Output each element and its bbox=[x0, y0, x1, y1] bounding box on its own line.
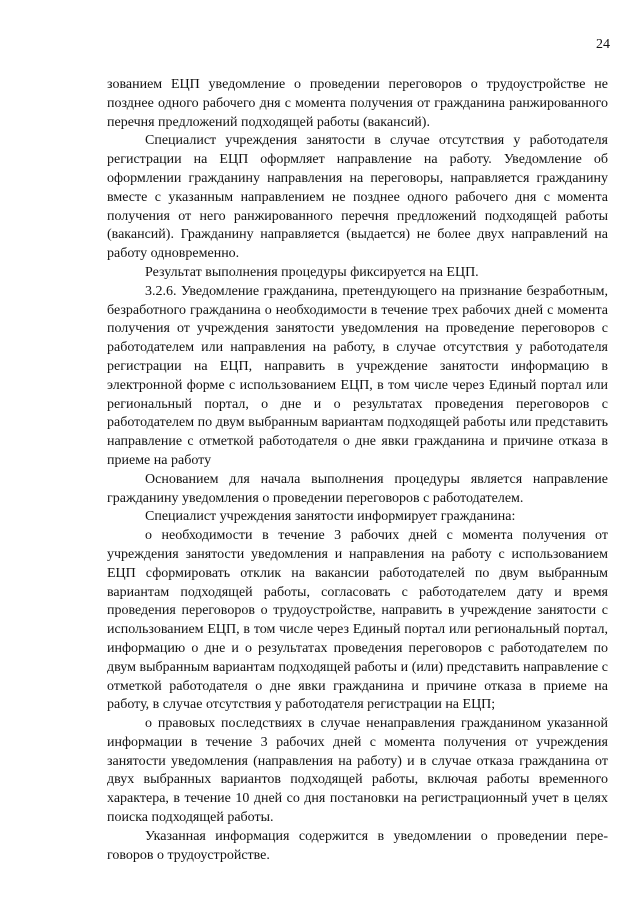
paragraph: Основанием для начала выполнения процедуры является направление гражданину уведомления о проведении переговоров с работодателем. bbox=[107, 471, 608, 506]
page-number: 24 bbox=[596, 37, 610, 52]
paragraph: Специалист учреждения занятости информирует гражданина: bbox=[145, 509, 516, 525]
paragraph: 3.2.6. Уведомление гражданина, претендующего на признание безработным, безработного гражданина о необходимости в течение трех рабочих дней с момента получения от учреждения занятости уведомления на проведение переговоров с работодателем или направления на работу, в случае отсутствия у работодателя регистрации на ЕЦП, направить в учреждение занятости информацию в электронной форме с использованием ЕЦП, в том числе через Единый портал или региональный портал, о дне и о результатах проведения переговоров с работодателем по двум выбранным вариантам подходящей работы или представить направление с отметкой работодателя о дне явки гражданина и причине отказа в приеме на работу bbox=[107, 283, 608, 468]
paragraph: о правовых последствиях в случае ненаправления гражданином указанной информации в течение 3 рабочих дней с момента получения от учреждения занятости уведомления (направления на работу) и в случае отказа гражданина от двух выбранных вариантов подходящей работы, включая работы временного характера, в течение 10 дней со дня постановки на регистрационный учет в целях поиска подходящей работы. bbox=[107, 716, 608, 826]
paragraph: Результат выполнения процедуры фиксируется на ЕЦП. bbox=[145, 264, 479, 280]
paragraph: о необходимости в течение 3 рабочих дней с момента получения от учреждения занятости уведомления и направления на работу с использованием ЕЦП сформировать отклик на вакансии работодателей по двум выбранным вариантам подходящей работы, согласовать с работодателем дату и время проведения переговоров о трудоустройстве, направить в учреждение занятости с использованием ЕЦП, в том числе через Единый портал или региональный портал, информацию о дне и о результатах проведения переговоров с работодателем по двум выбранным вариантам подходящей работы и (или) представить направление с отметкой работодателя о дне явки гражданина и причине отказа в приеме на работу, в случае отсутствия у работодателя регистрации на ЕЦП; bbox=[107, 528, 608, 713]
document-body bbox=[107, 76, 608, 865]
paragraph: Указанная информация содержится в уведомлении о проведении переговоров о трудоустройстве. bbox=[107, 828, 608, 863]
paragraph: зованием ЕЦП уведомление о проведении переговоров о трудоустройстве не позднее одного рабочего дня с момента получения от гражданина ранжированного перечня предложений подходящей работы (вакансий). bbox=[107, 77, 608, 130]
paragraph: Специалист учреждения занятости в случае отсутствия у работодателя регистрации на ЕЦП оформляет направление на работу. Уведомление об оформлении гражданину направления на переговоры, направляется гражданину вместе с указанным направлением не позднее одного рабочего дня с момента получения от него ранжированного перечня предложений подходящей работы (вакансий). Гражданину направляется (выдается) не более двух направлений на работу одновременно. bbox=[107, 133, 608, 262]
